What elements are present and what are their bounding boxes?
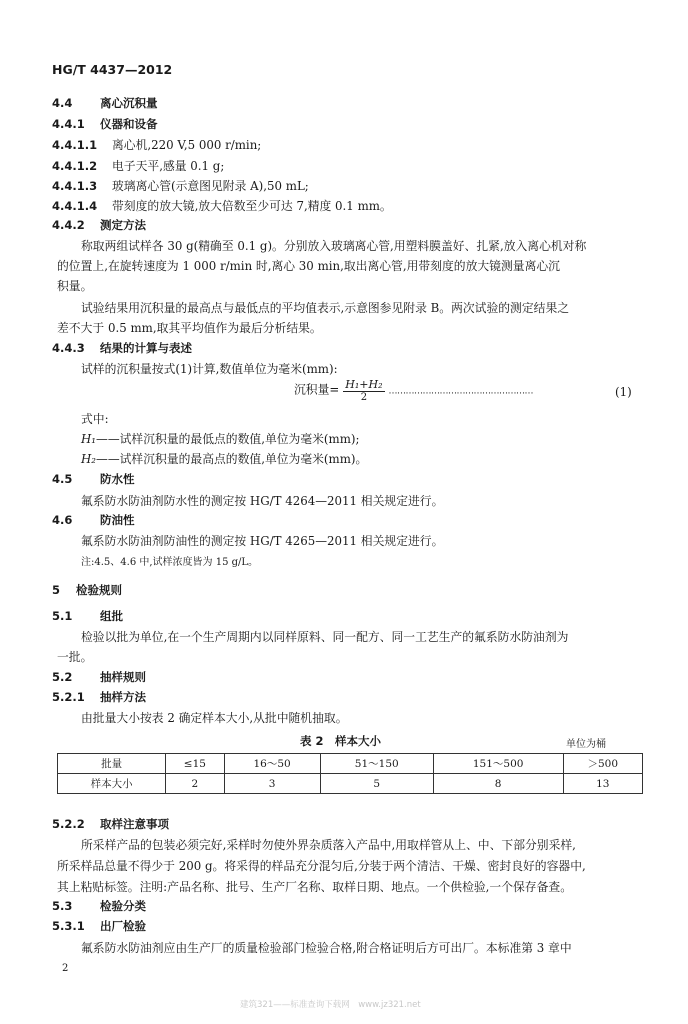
section-4-4: 4.4 离心沉积量 xyxy=(52,96,158,110)
section-4-6: 4.6 防油性 xyxy=(52,513,135,527)
paragraph-line: 氟系防水防油剂应由生产厂的质量检验部门检验合格,附合格证明后方可出厂。本标准第 3 章中 xyxy=(81,941,572,955)
section-5-1: 5.1 组批 xyxy=(52,609,123,623)
definition-h1: H₁——试样沉积量的最低点的数值,单位为毫米(mm); xyxy=(81,432,360,446)
item-4-4-1-1: 4.4.1.1 离心机,220 V,5 000 r/min; xyxy=(52,138,262,152)
section-4-4-2: 4.4.2 测定方法 xyxy=(52,218,146,232)
table-row xyxy=(58,774,643,794)
table-cell: ＞500 xyxy=(563,754,642,774)
paragraph-line: 一批。 xyxy=(57,650,93,664)
formula-1 xyxy=(294,378,533,403)
paragraph-line: 检验以批为单位,在一个生产周期内以同样原料、同一配方、同一工艺生产的氟系防水防油剂为 xyxy=(81,630,569,644)
table-cell: 2 xyxy=(166,774,224,794)
document-header: HG/T 4437—2012 xyxy=(52,62,173,77)
table-unit: 单位为桶 xyxy=(566,739,606,750)
section-5: 5 检验规则 xyxy=(52,583,122,597)
paragraph-line: 差不大于 0.5 mm,取其平均值作为最后分析结果。 xyxy=(57,321,322,335)
formula-numerator: H₁+H₂ xyxy=(345,378,383,391)
item-4-4-1-4: 4.4.1.4 带刻度的放大镜,放大倍数至少可达 7,精度 0.1 mm。 xyxy=(52,199,392,213)
definition-h2: H₂——试样沉积量的最高点的数值,单位为毫米(mm)。 xyxy=(81,452,368,466)
table-cell: 3 xyxy=(224,774,320,794)
formula-lhs: 沉积量= xyxy=(294,382,340,397)
section-5-2-2: 5.2.2 取样注意事项 xyxy=(52,817,169,831)
table-cell: 13 xyxy=(563,774,642,794)
paragraph-line: 的位置上,在旋转速度为 1 000 r/min 时,离心 30 min,取出离心管,用带刻度的放大镜测量离心沉 xyxy=(57,259,560,273)
formula-fraction xyxy=(343,378,384,403)
paragraph-line: 由批量大小按表 2 确定样本大小,从批中随机抽取。 xyxy=(81,711,348,725)
table-cell: 5 xyxy=(320,774,433,794)
table-cell: 151～500 xyxy=(433,754,563,774)
table-cell: ≤15 xyxy=(166,754,224,774)
where-label: 式中: xyxy=(81,412,109,426)
table-cell: 16～50 xyxy=(224,754,320,774)
equation-number: (1) xyxy=(615,385,632,399)
sample-size-table xyxy=(57,753,643,794)
paragraph-line: 氟系防水防油剂防油性的测定按 HG/T 4265—2011 相关规定进行。 xyxy=(81,534,444,548)
table-cell: 批量 xyxy=(58,754,166,774)
paragraph-line: 其上粘贴标签。注明:产品名称、批号、生产厂名称、取样日期、地点。一个供检验,一个保存备查。 xyxy=(57,880,572,894)
formula-denominator: 2 xyxy=(360,392,368,403)
paragraph-line: 称取两组试样各 30 g(精确至 0.1 g)。分别放入玻璃离心管,用塑料膜盖好、扎紧,放入离心机对称 xyxy=(81,239,587,253)
note: 注:4.5、4.6 中,试样浓度皆为 15 g/L。 xyxy=(81,557,259,568)
paragraph-line: 氟系防水防油剂防水性的测定按 HG/T 4264—2011 相关规定进行。 xyxy=(81,494,444,508)
section-4-4-1: 4.4.1 仪器和设备 xyxy=(52,117,158,131)
paragraph-line: 所采样品总量不得少于 200 g。将采得的样品充分混匀后,分装于两个清洁、干燥、密封良好的容器中, xyxy=(57,859,586,873)
section-4-4-3: 4.4.3 结果的计算与表述 xyxy=(52,341,192,355)
table-caption: 表 2 样本大小 xyxy=(300,734,382,748)
section-5-3: 5.3 检验分类 xyxy=(52,899,146,913)
table-cell: 51～150 xyxy=(320,754,433,774)
item-4-4-1-3: 4.4.1.3 玻璃离心管(示意图见附录 A),50 mL; xyxy=(52,179,309,193)
section-5-2: 5.2 抽样规则 xyxy=(52,670,146,684)
page-number: 2 xyxy=(62,963,69,974)
section-5-3-1: 5.3.1 出厂检验 xyxy=(52,919,146,933)
formula-dots: …………………………………………… xyxy=(388,386,534,397)
paragraph-line: 试验结果用沉积量的最高点与最低点的平均值表示,示意图参见附录 B。两次试验的测定结果之 xyxy=(81,301,570,315)
paragraph-line: 所采样产品的包装必须完好,采样时勿使外界杂质落入产品中,用取样管从上、中、下部分别采样, xyxy=(81,838,576,852)
footer-watermark: 建筑321——标准查询下载网 www.jz321.net xyxy=(240,1000,421,1010)
paragraph-line: 积量。 xyxy=(57,279,93,293)
paragraph-line: 试样的沉积量按式(1)计算,数值单位为毫米(mm): xyxy=(81,362,338,376)
table-cell: 样本大小 xyxy=(58,774,166,794)
section-4-5: 4.5 防水性 xyxy=(52,472,135,486)
table-row xyxy=(58,754,643,774)
item-4-4-1-2: 4.4.1.2 电子天平,感量 0.1 g; xyxy=(52,159,225,173)
table-cell: 8 xyxy=(433,774,563,794)
section-5-2-1: 5.2.1 抽样方法 xyxy=(52,690,146,704)
